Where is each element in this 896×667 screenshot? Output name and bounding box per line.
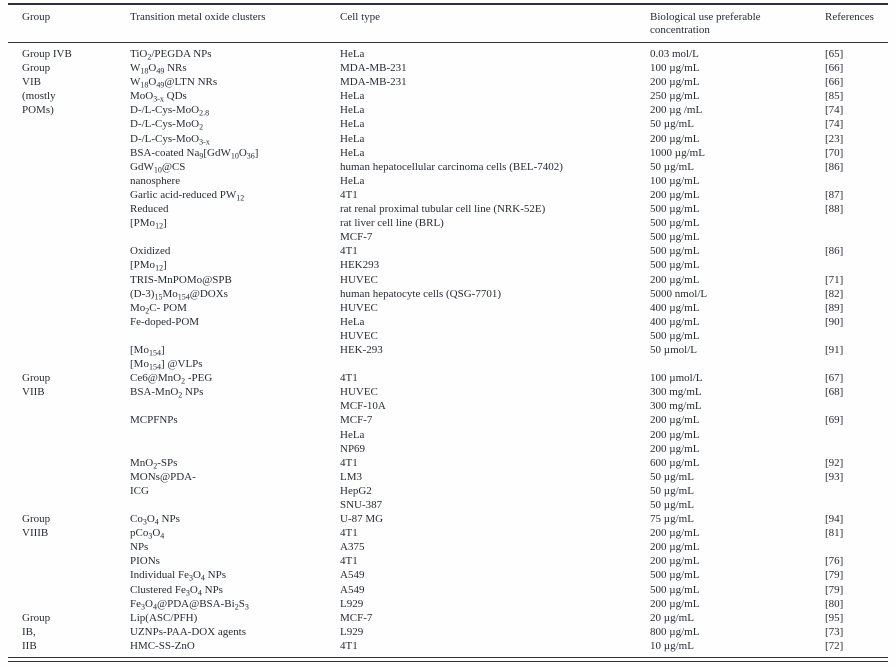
cell-type-cell: MDA-MB-231 (340, 76, 407, 89)
cell-type-cell: 4T1 (340, 456, 358, 469)
table-row (8, 315, 888, 329)
reference-cell: [80] (825, 597, 844, 610)
cluster-cell: MONs@PDA- (130, 470, 196, 483)
table-row (8, 484, 888, 498)
reference-cell (825, 174, 888, 188)
cluster-cell: TiO$_2$/PEGDA NPs (130, 48, 212, 62)
col-header-concentration: Biological use preferable concentration (650, 4, 825, 43)
cell-type-cell: HeLa (340, 428, 365, 441)
table-row (8, 343, 888, 357)
cell-type-cell: MCF-7 (340, 611, 373, 624)
concentration-cell: 50 µg/mL (650, 160, 694, 173)
cluster-cell: PIONs (130, 555, 160, 568)
table-row (8, 470, 888, 484)
cell-type-cell: HeLa (340, 90, 365, 103)
concentration-cell: 20 µg/mL (650, 611, 694, 624)
table-row (8, 639, 888, 653)
table-row (8, 61, 888, 75)
cluster-cell: MnO$_2$-SPs (130, 456, 178, 470)
reference-cell: [76] (825, 555, 844, 568)
group-cell: Group (22, 513, 51, 526)
cluster-cell: $Co_3O_4$ NPs (130, 513, 180, 527)
cell-type-cell: U-87 MG (340, 513, 384, 526)
cluster-cell: NPs (130, 541, 149, 554)
cluster-cell: ICG (130, 484, 149, 497)
cell-type-cell: 4T1 (340, 555, 358, 568)
concentration-cell: 200 µg/mL (650, 76, 700, 89)
concentration-cell: 200 µg/mL (650, 428, 700, 441)
reference-cell: [94] (825, 513, 844, 526)
cell-type-cell: HeLa (340, 118, 365, 131)
concentration-cell: 600 µg/mL (650, 456, 700, 469)
reference-cell (825, 329, 888, 343)
concentration-cell: 500 µg/mL (650, 569, 700, 582)
group-cell: Group (22, 611, 51, 624)
table-row (8, 258, 888, 272)
concentration-cell: 200 µg/mL (650, 414, 700, 427)
reference-cell: [74] (825, 118, 844, 131)
concentration-cell: 1000 µg/mL (650, 146, 705, 159)
table-row (8, 371, 888, 385)
reference-cell: [68] (825, 386, 844, 399)
concentration-cell: 200 µg /mL (650, 104, 703, 117)
cluster-cell (130, 428, 340, 442)
group-cell: IIB (22, 639, 37, 652)
cluster-cell: [PMo$_{12}$] (130, 259, 167, 273)
group-cell (8, 244, 130, 258)
group-cell (8, 315, 130, 329)
group-cell (8, 230, 130, 244)
paper-table-region (8, 3, 888, 662)
concentration-cell: 300 mg/mL (650, 400, 702, 413)
cell-type-cell: MDA-MB-231 (340, 62, 407, 75)
group-cell (8, 343, 130, 357)
concentration-cell: 200 µg/mL (650, 273, 700, 286)
reference-cell: [67] (825, 372, 844, 385)
table-row (8, 117, 888, 131)
cluster-cell: $(D-3)_{15}Mo_{154}@DOXs$ (130, 287, 228, 301)
cell-type-cell: LM3 (340, 470, 362, 483)
cluster-cell (130, 442, 340, 456)
reference-cell: [90] (825, 315, 844, 328)
reference-cell: [66] (825, 62, 844, 75)
concentration-cell: 0.03 mol/L (650, 48, 699, 60)
group-cell (8, 216, 130, 230)
concentration-cell: 800 µg/mL (650, 625, 700, 638)
group-cell: (mostly (22, 90, 56, 103)
toxicity-table (8, 3, 888, 653)
group-cell (8, 428, 130, 442)
group-cell (8, 188, 130, 202)
group-cell (8, 174, 130, 188)
concentration-cell: 100 µmol/L (650, 372, 703, 385)
concentration-cell: 500 µg/mL (650, 245, 700, 258)
cell-type-cell: HepG2 (340, 484, 372, 497)
cluster-cell: nanosphere (130, 174, 181, 187)
table-row (8, 357, 888, 371)
table-row (8, 611, 888, 625)
concentration-cell: 100 µg/mL (650, 62, 700, 75)
cell-type-cell: rat renal proximal tubular cell line (NRK-52E) (340, 203, 546, 216)
cell-type-cell: MCF-7 (340, 231, 373, 244)
concentration-cell: 200 µg/mL (650, 597, 700, 610)
header-row (8, 4, 888, 43)
concentration-cell: 5000 nmol/L (650, 287, 708, 300)
cell-type-cell: HUVEC (340, 386, 378, 399)
reference-cell (825, 498, 888, 512)
reference-cell: [69] (825, 414, 844, 427)
reference-cell: [85] (825, 90, 844, 103)
cell-type-cell: HeLa (340, 174, 365, 187)
group-cell: IB, (22, 625, 36, 638)
reference-cell: [91] (825, 343, 844, 356)
group-cell: VIIB (22, 386, 45, 399)
cell-type-cell: 4T1 (340, 527, 358, 540)
group-cell (8, 484, 130, 498)
concentration-cell: 300 mg/mL (650, 386, 702, 399)
group-cell: POMs) (22, 104, 54, 117)
table-row (8, 554, 888, 568)
cell-type-cell: HeLa (340, 104, 365, 117)
reference-cell: [23] (825, 132, 844, 145)
group-cell (8, 470, 130, 484)
table-header (8, 4, 888, 43)
group-cell (8, 568, 130, 582)
concentration-cell: 200 µg/mL (650, 555, 700, 568)
cluster-cell: MCPFNPs (130, 414, 178, 427)
table-row (8, 625, 888, 639)
concentration-cell: 10 µg/mL (650, 639, 694, 652)
concentration-cell: 200 µg/mL (650, 132, 700, 145)
concentration-cell: 500 µg/mL (650, 329, 700, 342)
reference-cell: [86] (825, 160, 844, 173)
cell-type-cell: MCF-10A (340, 400, 386, 413)
table-row (8, 89, 888, 103)
group-cell (8, 540, 130, 554)
cluster-cell: D-/L-Cys-MoO$_{2.8}$ (130, 104, 210, 118)
cluster-cell: Individual $Fe_3O_4$ NPs (130, 569, 227, 583)
cluster-cell: $pCo_3O_4$ (130, 527, 165, 541)
table-row (8, 329, 888, 343)
reference-cell: [66] (825, 76, 844, 89)
concentration-cell (650, 357, 825, 371)
reference-cell: [93] (825, 470, 844, 483)
concentration-cell: 50 µg/mL (650, 118, 694, 131)
group-cell: Group IVB (22, 48, 72, 60)
cluster-cell: Lip(ASC/PFH) (130, 611, 198, 624)
table-row (8, 385, 888, 399)
concentration-cell: 500 µg/mL (650, 583, 700, 596)
cell-type-cell: HUVEC (340, 301, 378, 314)
concentration-cell: 500 µg/mL (650, 231, 700, 244)
concentration-cell: 50 µg/mL (650, 470, 694, 483)
table-row (8, 413, 888, 427)
cluster-cell: $Fe_3O_4@PDA@BSA-Bi_2S_3$ (130, 597, 249, 611)
reference-cell: [79] (825, 583, 844, 596)
group-cell (8, 498, 130, 512)
reference-cell: [88] (825, 203, 844, 216)
cluster-cell: D-/L-Cys-MoO$_2$ (130, 118, 204, 132)
table-row (8, 146, 888, 160)
cell-type-cell: A375 (340, 541, 365, 554)
concentration-cell: 50 µg/mL (650, 499, 694, 511)
concentration-cell: 200 µg/mL (650, 541, 700, 554)
cell-type-cell: HeLa (340, 146, 365, 159)
cell-type-cell: A549 (340, 583, 365, 596)
concentration-cell: 50 µmol/L (650, 343, 697, 356)
reference-cell (825, 540, 888, 554)
reference-cell: [73] (825, 625, 844, 638)
cluster-cell: $W_{18}O_{49}$ NRs (130, 62, 187, 76)
group-cell (8, 132, 130, 146)
cluster-cell: Ce6@MnO$_2$ -PEG (130, 372, 213, 386)
cell-type-cell: human hepatocellular carcinoma cells (BEL-7402) (340, 160, 563, 173)
table-row (8, 526, 888, 540)
group-cell (8, 202, 130, 216)
cell-type-cell: HeLa (340, 48, 365, 60)
cluster-cell: $W_{18}O_{49}@LTN$ NRs (130, 76, 218, 90)
col-header-clusters: Transition metal oxide clusters (130, 4, 340, 43)
cell-type-cell: HeLa (340, 132, 365, 145)
reference-cell: [86] (825, 245, 844, 258)
cluster-cell: MoO$_{3-x}$ QDs (130, 90, 187, 104)
col-header-cell-type: Cell type (340, 4, 650, 43)
table-row (8, 43, 888, 62)
table-row (8, 230, 888, 244)
table-row (8, 399, 888, 413)
concentration-cell: 100 µg/mL (650, 174, 700, 187)
reference-cell (825, 357, 888, 371)
col-header-references: References (825, 4, 888, 43)
group-cell (8, 583, 130, 597)
cell-type-cell: 4T1 (340, 188, 358, 201)
table-row (8, 244, 888, 258)
cluster-cell: $[Mo_{154}]$ @VLPs (130, 358, 203, 372)
cell-type-cell: HUVEC (340, 329, 378, 342)
concentration-cell: 200 µg/mL (650, 188, 700, 201)
reference-cell: [72] (825, 639, 844, 652)
concentration-cell: 400 µg/mL (650, 315, 700, 328)
cluster-cell: D-/L-Cys-MoO$_{3-x}$ (130, 132, 210, 146)
table-row (8, 456, 888, 470)
group-cell (8, 287, 130, 301)
table-row (8, 273, 888, 287)
reference-cell: [82] (825, 287, 844, 300)
table-row (8, 512, 888, 526)
cluster-cell: Oxidized (130, 245, 171, 258)
table-row (8, 160, 888, 174)
cell-type-cell: HEK-293 (340, 343, 383, 356)
col-header-group: Group (8, 4, 130, 43)
concentration-cell: 500 µg/mL (650, 203, 700, 216)
concentration-cell: 50 µg/mL (650, 484, 694, 497)
cluster-cell: UZNPs-PAA-DOX agents (130, 625, 247, 638)
cell-type-cell: 4T1 (340, 372, 358, 385)
cluster-cell: BSA-MnO$_2$ NPs (130, 386, 204, 400)
cluster-cell: BSA-coated $Na_9[GdW_{10}O_{36}]$ (130, 146, 259, 160)
concentration-cell: 500 µg/mL (650, 259, 700, 272)
reference-cell: [65] (825, 48, 844, 60)
concentration-cell: 75 µg/mL (650, 513, 694, 526)
group-cell (8, 413, 130, 427)
cluster-cell: Reduced (130, 203, 169, 216)
table-row (8, 540, 888, 554)
table-row (8, 132, 888, 146)
reference-cell: [89] (825, 301, 844, 314)
group-cell: VIB (22, 76, 41, 89)
cell-type-cell: HeLa (340, 315, 365, 328)
concentration-cell: 200 µg/mL (650, 527, 700, 540)
table-row (8, 442, 888, 456)
group-cell (8, 117, 130, 131)
cell-type-cell: L929 (340, 625, 364, 638)
reference-cell (825, 442, 888, 456)
cell-type-cell: HEK293 (340, 259, 380, 272)
cluster-cell (130, 399, 340, 413)
table-row (8, 216, 888, 230)
cluster-cell (130, 329, 340, 343)
cell-type-cell: L929 (340, 597, 364, 610)
concentration-cell: 250 µg/mL (650, 90, 700, 103)
reference-cell: [87] (825, 188, 844, 201)
table-row (8, 103, 888, 117)
cluster-cell: TRIS-MnPOMo@SPB (130, 273, 232, 286)
table-row (8, 428, 888, 442)
cluster-cell: $Mo_2C-$ POM (130, 301, 187, 315)
cluster-cell (130, 498, 340, 512)
cell-type-cell: 4T1 (340, 245, 358, 258)
table-row (8, 287, 888, 301)
table-body (8, 43, 888, 654)
cell-type-cell: MCF-7 (340, 414, 373, 427)
table-row (8, 597, 888, 611)
cell-type-cell: HUVEC (340, 273, 378, 286)
cluster-cell: Clustered $Fe_3O_4$ NPs (130, 583, 223, 597)
reference-cell (825, 428, 888, 442)
group-cell (8, 258, 130, 272)
reference-cell (825, 399, 888, 413)
reference-cell: [74] (825, 104, 844, 117)
table-row (8, 498, 888, 512)
group-cell (8, 554, 130, 568)
reference-cell: [70] (825, 146, 844, 159)
table-row (8, 301, 888, 315)
cell-type-cell: 4T1 (340, 639, 358, 652)
reference-cell: [71] (825, 273, 844, 286)
group-cell: Group (22, 372, 51, 385)
cluster-cell: Fe-doped-POM (130, 315, 200, 328)
group-cell (8, 442, 130, 456)
cell-type-cell (340, 357, 650, 371)
cluster-cell: [PMo$_{12}$] (130, 217, 167, 231)
reference-cell (825, 216, 888, 230)
group-cell: VIIIB (22, 527, 49, 540)
cluster-cell: GdW$_{10}$@CS (130, 160, 186, 174)
reference-cell: [79] (825, 569, 844, 582)
table-row (8, 202, 888, 216)
table-row (8, 75, 888, 89)
group-cell (8, 160, 130, 174)
cell-type-cell: rat liver cell line (BRL) (340, 217, 444, 230)
group-cell (8, 329, 130, 343)
cluster-cell: $[Mo_{154}]$ (130, 343, 165, 358)
reference-cell: [92] (825, 456, 844, 469)
group-cell (8, 357, 130, 371)
group-cell (8, 273, 130, 287)
group-cell (8, 456, 130, 470)
cluster-cell (130, 230, 340, 244)
table-row (8, 174, 888, 188)
table-row (8, 568, 888, 582)
group-cell (8, 597, 130, 611)
table-row (8, 188, 888, 202)
reference-cell (825, 484, 888, 498)
cell-type-cell: NP69 (340, 442, 366, 455)
concentration-cell: 400 µg/mL (650, 301, 700, 314)
group-cell (8, 399, 130, 413)
reference-cell: [95] (825, 611, 844, 624)
cluster-cell: HMC-SS-ZnO (130, 639, 195, 652)
concentration-cell: 500 µg/mL (650, 217, 700, 230)
cluster-cell: Garlic acid-reduced $PW_{12}$ (130, 188, 245, 203)
reference-cell (825, 230, 888, 244)
group-cell (8, 301, 130, 315)
cell-type-cell: human hepatocyte cells (QSG-7701) (340, 287, 501, 300)
table-row (8, 583, 888, 597)
concentration-cell: 200 µg/mL (650, 442, 700, 455)
table-bottom-rule (8, 657, 888, 662)
reference-cell: [81] (825, 527, 844, 540)
group-cell (8, 146, 130, 160)
cell-type-cell: A549 (340, 569, 365, 582)
reference-cell (825, 258, 888, 272)
group-cell: Group (22, 62, 51, 75)
cell-type-cell: SNU-387 (340, 499, 383, 511)
